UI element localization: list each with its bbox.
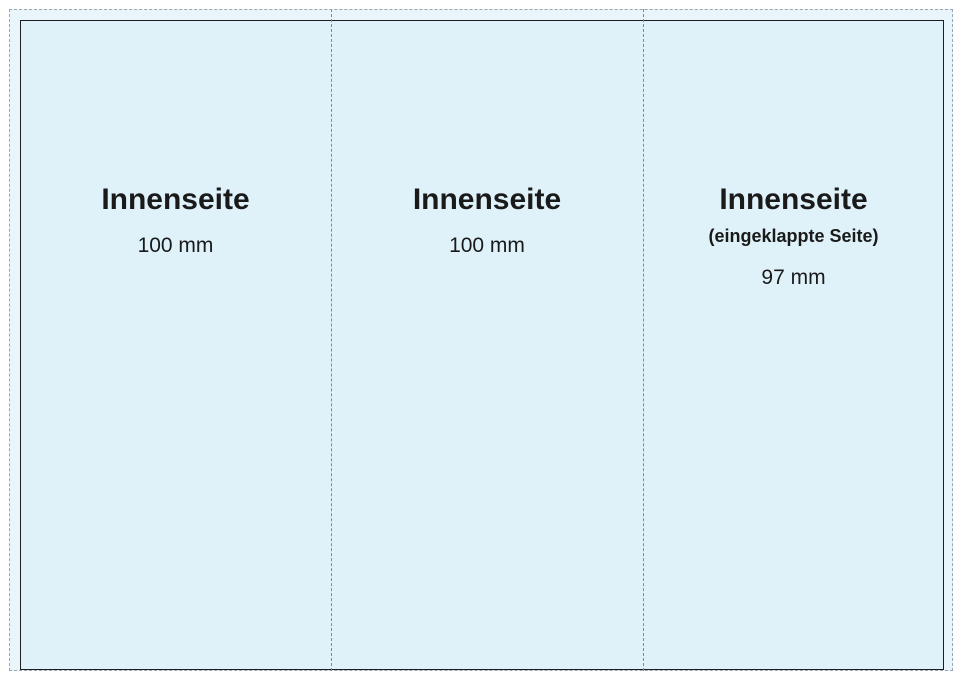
panel-1: [20, 20, 331, 670]
panel-2-title: Innenseite: [412, 183, 562, 216]
panel-1-title: Innenseite: [101, 183, 250, 216]
panel-3-subtitle: (eingeklappte Seite): [708, 226, 879, 246]
panel-2: [331, 20, 643, 670]
panel-3-title: Innenseite: [719, 183, 868, 216]
panel-3: [643, 20, 944, 670]
panel-2-size: 100 mm: [449, 234, 525, 257]
panel-1-size: 100 mm: [137, 234, 214, 257]
panel-3-size: 97 mm: [761, 266, 826, 289]
